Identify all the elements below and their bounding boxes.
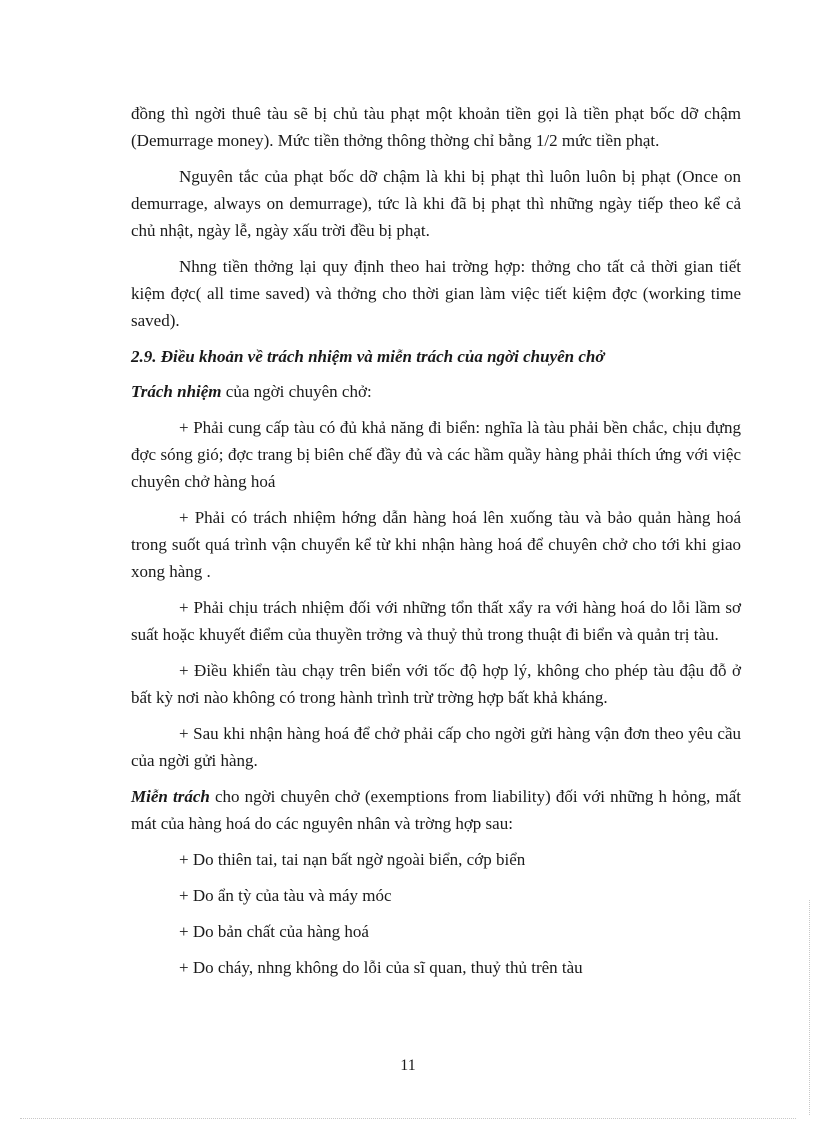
exemption-item: + Do bản chất của hàng hoá — [179, 922, 369, 941]
exemption-item: + Do cháy, nhng không do lỗi của sĩ quan, thuỷ thủ trên tàu — [179, 958, 583, 977]
exemption-item: + Do ẩn tỳ của tàu và máy móc — [179, 886, 392, 905]
responsibility-item: + Điều khiển tàu chạy trên biển với tốc độ hợp lý, không cho phép tàu đậu đỗ ở bất kỳ nơi nào không có trong hành trình trừ trờng hợp bất khả kháng. — [131, 661, 741, 707]
section-heading: 2.9. Điều khoản về trách nhiệm và miễn trách của ngời chuyên chở — [131, 347, 605, 366]
responsibility-item: + Sau khi nhận hàng hoá để chở phải cấp cho ngời gửi hàng vận đơn theo yêu cầu của ngời gửi hàng. — [131, 724, 741, 770]
page-content — [131, 100, 741, 990]
exemption-intro — [131, 783, 741, 837]
exemption-item: + Do thiên tai, tai nạn bất ngờ ngoài biển, cớp biển — [179, 850, 526, 869]
responsibility-item: + Phải cung cấp tàu có đủ khả năng đi biển: nghĩa là tàu phải bền chắc, chịu đựng đợc sóng gió; đợc trang bị biên chế đầy đủ và các hầm quầy hàng phải thích ứng với việc chuyên chở hàng hoá — [131, 418, 741, 491]
exemption-lead: Miễn trách — [131, 787, 210, 806]
side-divider — [809, 900, 810, 1115]
page-number: 11 — [400, 1057, 416, 1074]
responsibility-intro-text: của ngời chuyên chở: — [221, 382, 372, 401]
paragraph-despatch-cases: Nhng tiền thởng lại quy định theo hai trờng hợp: thởng cho tất cả thời gian tiết kiệm đợc( all time saved) và thởng cho thời gian làm việc tiết kiệm đợc (working time saved). — [131, 257, 741, 330]
paragraph-demurrage-continuation: đồng thì ngời thuê tàu sẽ bị chủ tàu phạt một khoản tiền gọi là tiền phạt bốc dỡ chậm (Demurrage money). Mức tiền thởng thông thờng chỉ bằng 1/2 mức tiền phạt. — [131, 104, 741, 150]
responsibility-item: + Phải có trách nhiệm hớng dẫn hàng hoá lên xuống tàu và bảo quản hàng hoá trong suốt quá trình vận chuyển kể từ khi nhận hàng hoá để chuyên chở cho tới khi giao xong hàng . — [131, 508, 741, 581]
exemption-intro-text: cho ngời chuyên chở (exemptions from liability) đối với những h hỏng, mất mát của hàng hoá do các nguyên nhân và trờng hợp sau: — [131, 787, 742, 833]
responsibility-lead: Trách nhiệm — [131, 382, 222, 401]
bottom-divider — [20, 1118, 796, 1119]
responsibility-intro — [131, 378, 741, 405]
paragraph-demurrage-principle: Nguyên tắc của phạt bốc dỡ chậm là khi bị phạt thì luôn luôn bị phạt (Once on demurrage, always on demurrage), tức là khi đã bị phạt thì những ngày tiếp theo kể cả chủ nhật, ngày lễ, ngày xấu trời đều bị phạt. — [131, 167, 741, 240]
responsibility-item: + Phải chịu trách nhiệm đối với những tổn thất xẩy ra với hàng hoá do lỗi lầm sơ suất hoặc khuyết điểm của thuyền trởng và thuỷ thủ trong thuật đi biển và quản trị tàu. — [131, 598, 741, 644]
